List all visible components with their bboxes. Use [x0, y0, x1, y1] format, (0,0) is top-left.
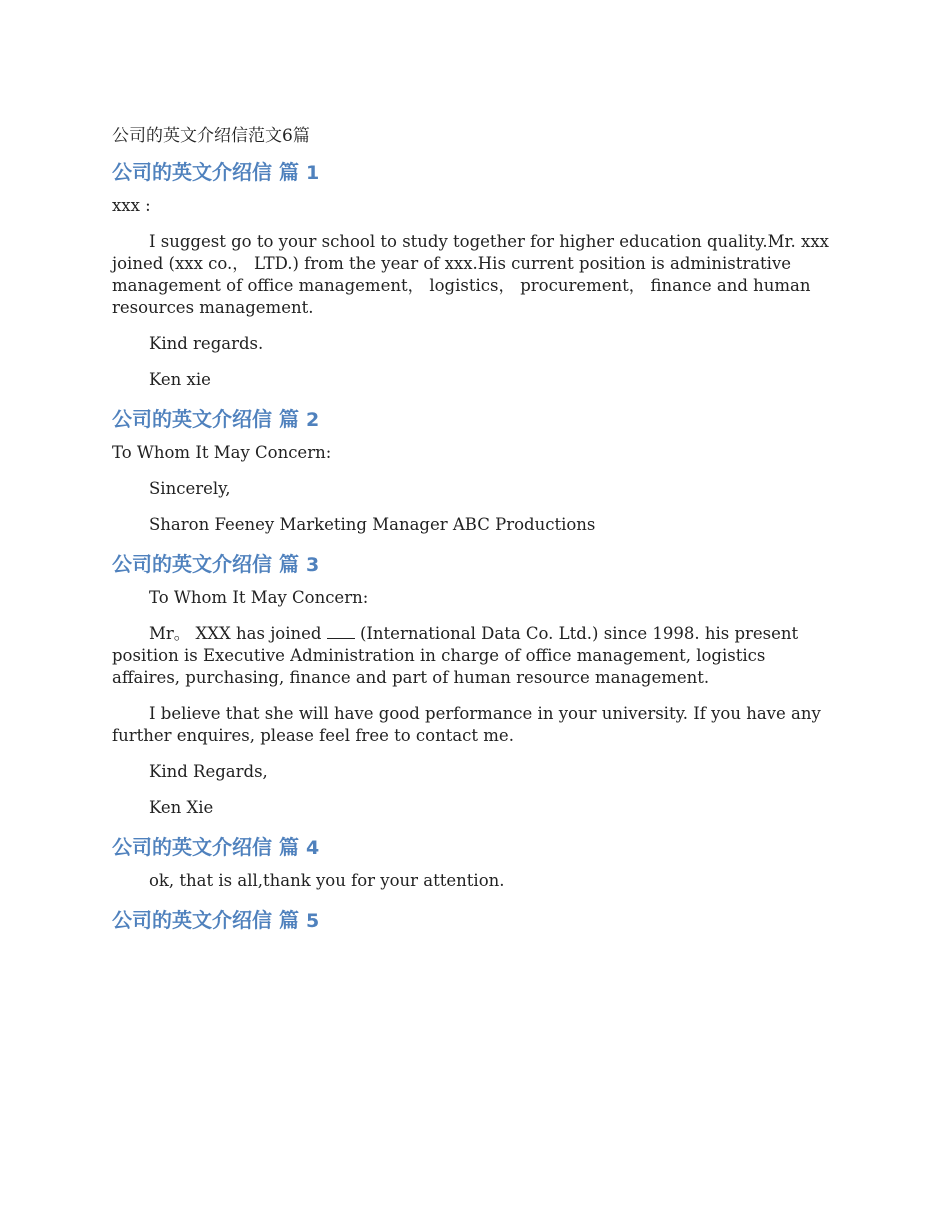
- section-heading-text: 公司的英文介绍信 篇: [112, 908, 299, 932]
- blank-underline: [327, 624, 355, 639]
- section-heading-2: [112, 405, 830, 434]
- salutation: xxx :: [112, 196, 151, 215]
- closing: Kind regards.: [149, 334, 264, 353]
- section-number: 1: [305, 162, 320, 184]
- body-paragraph-start: Mr。 XXX has joined: [149, 624, 322, 643]
- section-heading-1: [112, 158, 830, 187]
- closing: Sincerely,: [149, 479, 231, 498]
- signature: Sharon Feeney Marketing Manager ABC Productions: [149, 515, 596, 534]
- section-number: 5: [305, 910, 320, 932]
- document-page: [112, 124, 830, 943]
- section-number: 4: [305, 837, 320, 859]
- section-heading-3: [112, 550, 830, 579]
- document-title: 公司的英文介绍信范文6篇: [112, 126, 310, 146]
- section-heading-4: [112, 833, 830, 862]
- section-heading-5: [112, 906, 830, 935]
- section-number: 3: [305, 554, 320, 576]
- section-heading-text: 公司的英文介绍信 篇: [112, 160, 299, 184]
- salutation: To Whom It May Concern:: [149, 588, 369, 607]
- section-number: 2: [305, 409, 320, 431]
- body-paragraph: [112, 623, 830, 689]
- body-paragraph: I suggest go to your school to study together for higher education quality.Mr. xxx joined (xxx co.， LTD.) from the year of xxx.His current position is administrative management of office management， logistics， procurement， finance and human resources management.: [112, 232, 829, 317]
- section-heading-text: 公司的英文介绍信 篇: [112, 407, 299, 431]
- signature: Ken Xie: [149, 798, 214, 817]
- salutation: To Whom It May Concern:: [112, 443, 332, 462]
- section-heading-text: 公司的英文介绍信 篇: [112, 835, 299, 859]
- body-paragraph-rest: (International Data Co. Ltd.) since 1998. his present position is Executive Administration in charge of office management, logistics affaires, purchasing, finance and part of human resource management.: [112, 624, 799, 687]
- body-paragraph: ok, that is all,thank you for your attention.: [149, 871, 505, 890]
- signature: Ken xie: [149, 370, 211, 389]
- section-heading-text: 公司的英文介绍信 篇: [112, 552, 299, 576]
- closing: Kind Regards,: [149, 762, 268, 781]
- body-paragraph: I believe that she will have good performance in your university. If you have any further enquires, please feel free to contact me.: [112, 704, 821, 745]
